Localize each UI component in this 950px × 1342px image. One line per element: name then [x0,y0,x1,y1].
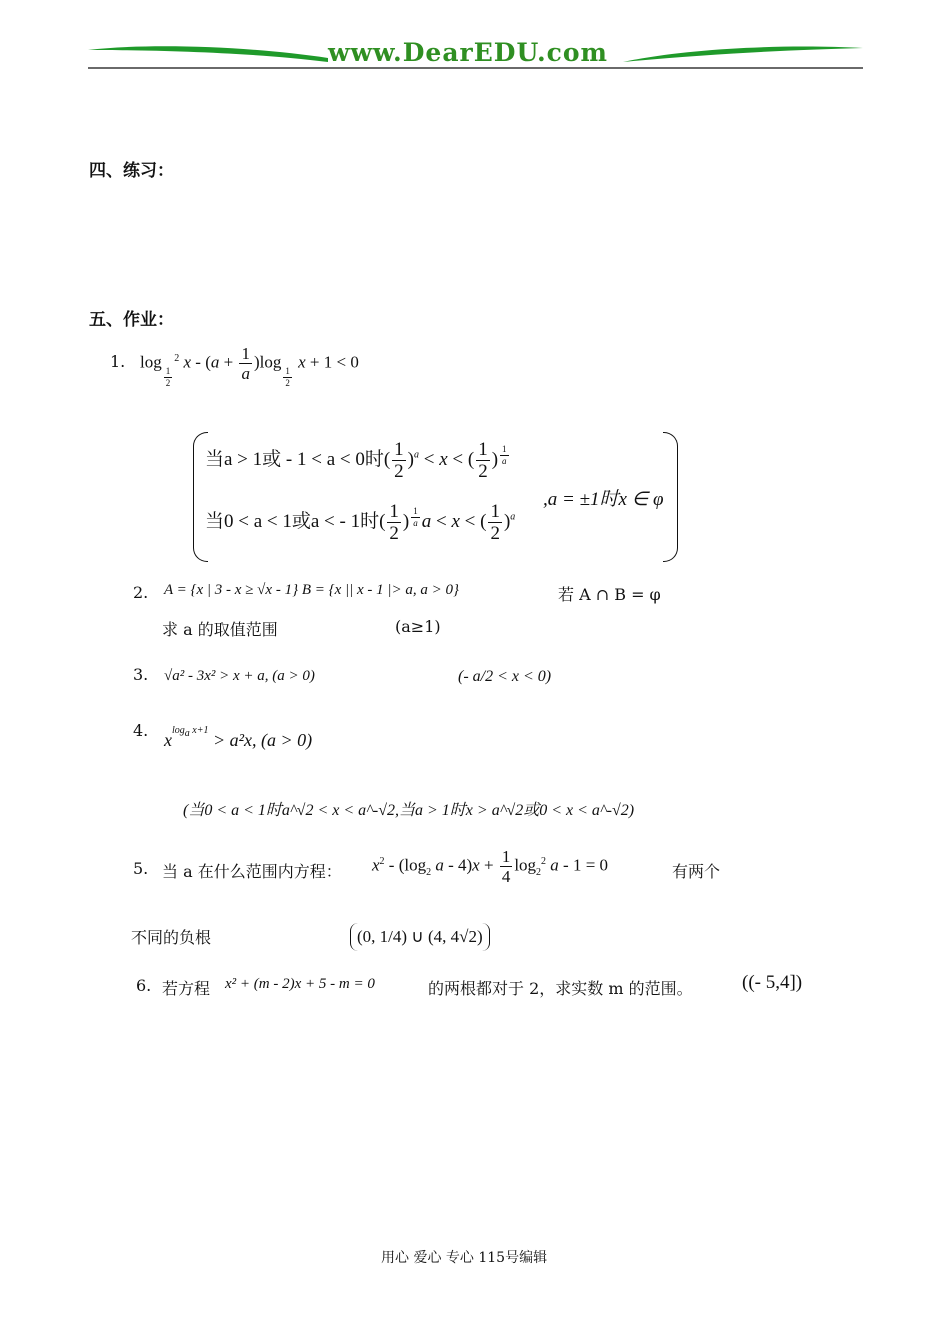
problem-6-number: 6. [136,976,152,995]
answer-line-2: 当0 < a < 1或a < - 1时( $\frac{1}{2}$ ) $^{\frac{1}{a}}$ a < x < ( $\frac{1}{2}$ )$^a$ [205,501,516,544]
problem-3-expression: √a² - 3x² > x + a, (a > 0) [164,668,315,684]
problem-1-number: 1. [110,352,126,371]
problem-1-expression: log $_{\frac{1}{2}}$ $^2$ x - (a + $\frac{1}{a}$ )log $_{\frac{1}{2}}$ x + 1 < 0 [140,344,359,388]
problem-2-expression: A = {x | 3 - x ≥ √x - 1} B = {x || x - 1 |> a, a > 0} [164,582,460,598]
log-text: log [140,352,162,372]
problem-4-expression: $x^{log_a x+1} > a^2x$, (a > 0) [164,725,313,750]
problem-5-number: 5. [133,859,149,878]
problem-4-number: 4. [133,721,149,740]
problem-6-expression: x² + (m - 2)x + 5 - m = 0 [225,976,375,992]
problem-5-expression: $x^2 - (\log_2$ a - 4)x + $\frac{1}{4}$ $\log_2^2 a - 1 = 0$ [372,847,609,886]
section-practice-heading: 四、练习： [89,161,174,181]
problem-4-expr-text: > a²x, (a > 0) [212,730,313,750]
problem-2-line-2: 求 a 的取值范围 [162,620,278,639]
problem-6-answer: ((- 5,4]) [742,972,803,993]
problem-5-line-2: 不同的负根 [131,928,212,947]
problem-2-condition: 若 A ∩ B = φ [558,585,661,604]
answer-line-1-text: 当a > 1或 - 1 < a < 0时( [205,448,391,470]
problem-5-post: 有两个 [672,862,721,881]
section-homework-heading: 五、作业： [89,310,174,330]
footer-text: 用心 爱心 专心 115号编辑 [381,1250,548,1266]
header-banner [88,38,863,70]
problem-4-answer: (当0 < a < 1时a^√2 < x < a^-√2,当a > 1时x > a^√2或0 < x < a^-√2) [183,802,635,819]
answer-tail: ,a = ±1时x ∈ φ [543,489,664,510]
problem-3-number: 3. [133,665,149,684]
problem-5-pre: 当 a 在什么范围内方程： [162,862,342,881]
right-paren [663,432,678,562]
problem-2-number: 2. [133,583,149,602]
problem-6-post: 的两根都对于 2，求实数 m 的范围。 [428,979,693,998]
logo-text: www.DearEDU.com [328,38,609,67]
problem-2-answer: (a≥1) [395,617,441,636]
problem-3-answer: (- a/2 < x < 0) [458,668,552,685]
answer-line-1: 当a > 1或 - 1 < a < 0时( $\frac{1}{2}$ )$^a$ < x < ( $\frac{1}{2}$ ) $^{\frac{1}{a}}$ [205,439,507,482]
problem-6-pre: 若方程 [162,979,211,998]
problem-1-answer-box [193,432,678,560]
answer-line-2-text: 当0 < a < 1或a < - 1时( [205,510,386,532]
problem-5-answer: (0, 1/4) ∪ (4, 4√2) [350,923,490,951]
